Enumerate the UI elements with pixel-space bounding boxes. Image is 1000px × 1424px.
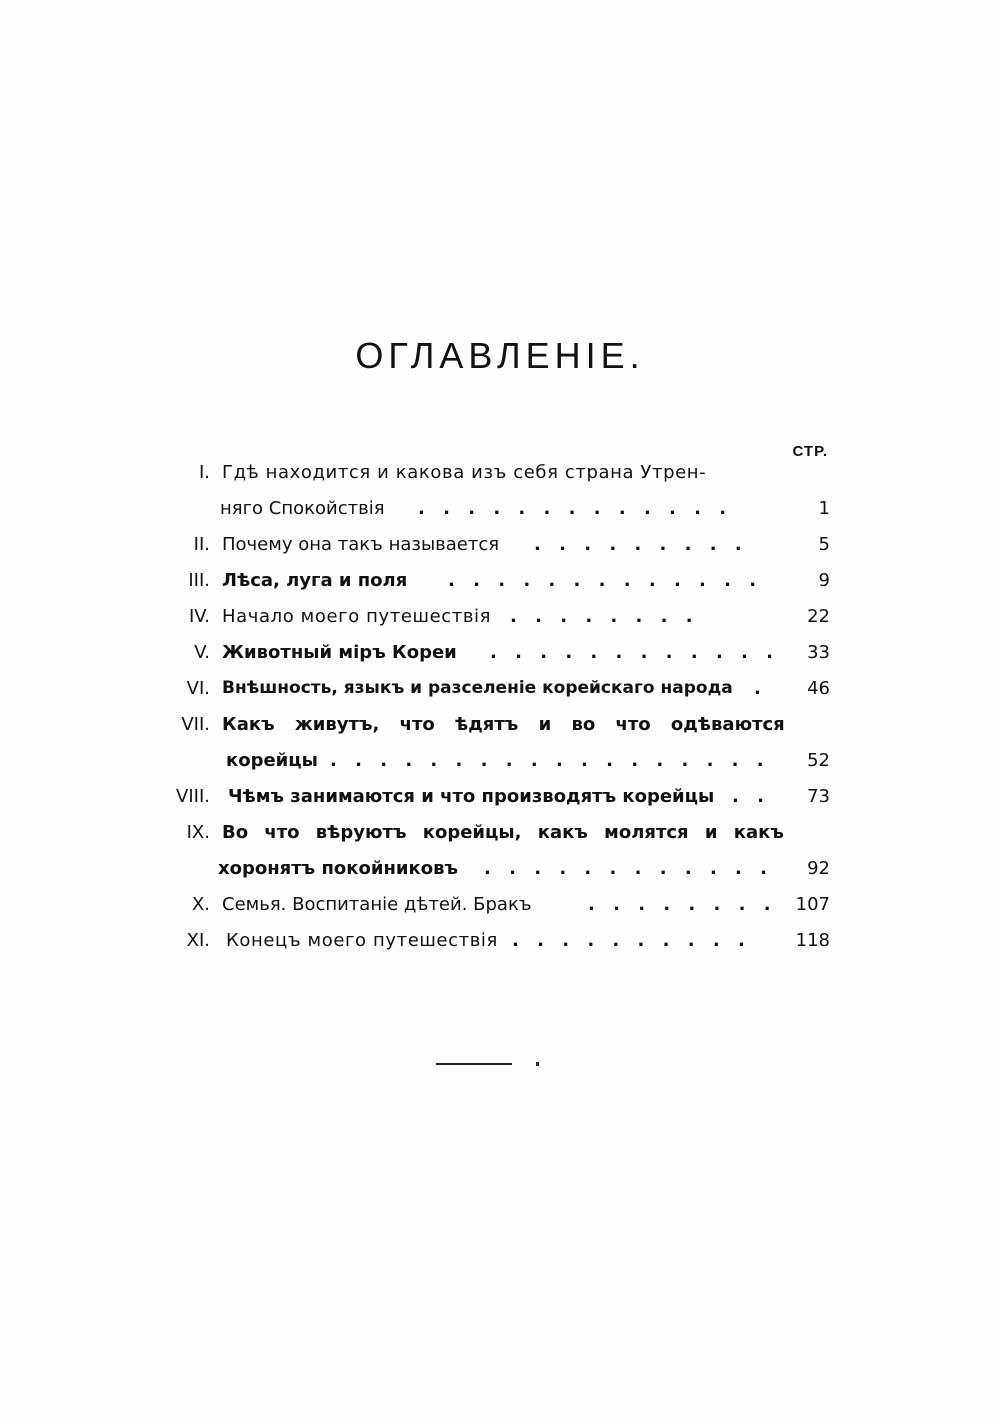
toc-leader-dots: . . . . . . . . . . . . . — [448, 570, 763, 591]
toc-entry-number: II. — [193, 534, 210, 555]
toc-entry-page: 73 — [807, 786, 830, 807]
toc-entry-page: 46 — [807, 678, 830, 699]
toc-entry-title: Какъ живутъ, что ѣдятъ и во что одѣваются — [222, 714, 785, 735]
toc-entry-title-continued: хоронятъ покойниковъ — [218, 858, 458, 879]
toc-entry-title-continued: корейцы — [226, 750, 318, 771]
toc-entry-number: IX. — [186, 822, 210, 843]
toc-entry-title: Гдѣ находится и какова изъ себя страна Утрен- — [222, 462, 707, 483]
toc-entry-1-line-2 — [0, 492, 1000, 528]
toc-leader-dots: . . . . . . . . — [510, 606, 699, 627]
end-ornament-dot — [536, 1062, 539, 1066]
toc-entry-title: Лѣса, луга и поля — [222, 570, 408, 591]
toc-entry-title: Внѣшность, языкъ и разселеніе корейскаго народа — [222, 678, 733, 698]
toc-entry-number: VII. — [181, 714, 210, 735]
toc-leader-dots: . . . . . . . . . . . . — [490, 642, 779, 663]
toc-entry-6 — [0, 672, 1000, 708]
toc-leader-dots: . . . . . . . . . . . . — [484, 858, 773, 879]
toc-leader-dots: . . — [732, 786, 770, 807]
toc-entry-10 — [0, 888, 1000, 924]
toc-entry-number: V. — [194, 642, 210, 663]
toc-leader-dots: . . . . . . . . — [588, 894, 777, 915]
toc-entry-page: 118 — [795, 930, 830, 951]
toc-entry-number: IV. — [188, 606, 210, 627]
toc-entry-page: 9 — [818, 570, 830, 591]
toc-entry-4 — [0, 600, 1000, 636]
toc-entry-5 — [0, 636, 1000, 672]
end-ornament-rule — [436, 1063, 512, 1065]
toc-leader-dots: . . . . . . . . . . . . . . . . . . — [330, 750, 770, 771]
toc-entry-page: 1 — [818, 498, 830, 519]
toc-entry-number: VI. — [186, 678, 210, 699]
toc-entry-page: 22 — [807, 606, 830, 627]
toc-leader-dots: . — [754, 678, 767, 699]
toc-entry-title: Чѣмъ занимаются и что производятъ корейцы — [228, 786, 715, 807]
toc-entry-7-line-2 — [0, 744, 1000, 780]
toc-entry-page: 5 — [818, 534, 830, 555]
toc-entry-page: 92 — [807, 858, 830, 879]
toc-entry-9-line-1 — [0, 816, 1000, 852]
toc-entry-title: Почему она такъ называется — [222, 534, 500, 555]
toc-entry-number: I. — [198, 462, 210, 483]
toc-leader-dots: . . . . . . . . . — [534, 534, 748, 555]
toc-entry-title: Семья. Воспитаніе дѣтей. Бракъ — [222, 894, 532, 915]
toc-entry-page: 52 — [807, 750, 830, 771]
toc-entry-title: Во что вѣруютъ корейцы, какъ молятся и какъ — [222, 822, 784, 843]
toc-entry-title: Конецъ моего путешествія — [226, 930, 498, 951]
toc-entry-2 — [0, 528, 1000, 564]
toc-entry-page: 107 — [795, 894, 830, 915]
toc-entry-title: Животный міръ Кореи — [222, 642, 457, 663]
toc-entry-8 — [0, 780, 1000, 816]
page-column-label: СТР. — [792, 443, 828, 460]
toc-entry-number: X. — [191, 894, 210, 915]
toc-entry-7-line-1 — [0, 708, 1000, 744]
toc-entry-number: XI. — [186, 930, 210, 951]
toc-entry-1-line-1 — [0, 456, 1000, 492]
toc-entry-number: III. — [188, 570, 210, 591]
toc-entry-9-line-2 — [0, 852, 1000, 888]
toc-entry-number: VIII. — [176, 786, 210, 807]
toc-entry-11 — [0, 924, 1000, 960]
toc-leader-dots: . . . . . . . . . . . . . — [418, 498, 733, 519]
page-title: ОГЛАВЛЕНІЕ. — [355, 335, 645, 376]
toc-entry-title-continued: няго Спокойствія — [220, 498, 385, 519]
toc-leader-dots: . . . . . . . . . . — [512, 930, 751, 951]
toc-entry-title: Начало моего путешествія — [222, 606, 492, 627]
toc-entry-3 — [0, 564, 1000, 600]
toc-entry-page: 33 — [807, 642, 830, 663]
